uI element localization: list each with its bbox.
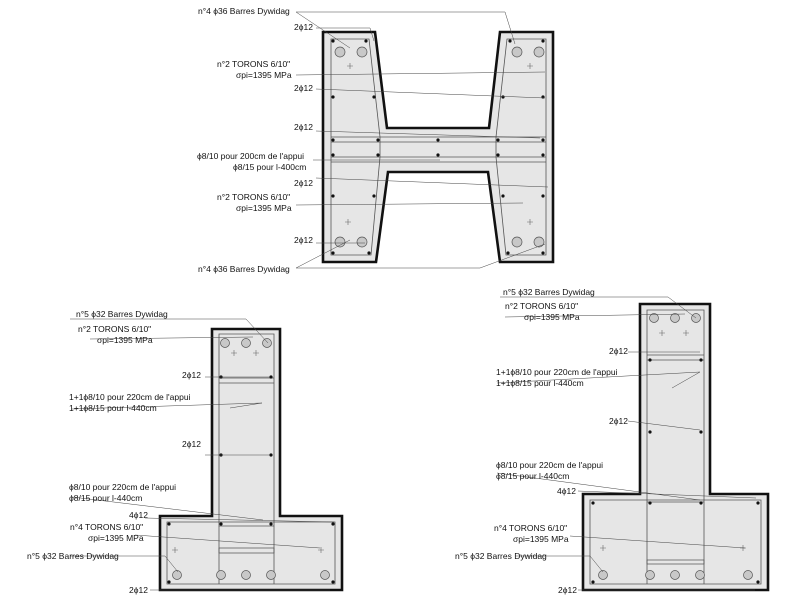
tl-stirrups-label-3: ϕ8/10 pour 220cm de l'appui bbox=[69, 482, 177, 492]
tr-dywidag-bar bbox=[696, 571, 705, 580]
h-rebar-label-3: 2ϕ12 bbox=[294, 122, 313, 132]
h-dywidag-bar bbox=[512, 237, 522, 247]
tr-rebar-dot bbox=[648, 501, 651, 504]
h-dywidag-bar bbox=[534, 47, 544, 57]
tl-rebar-dot bbox=[331, 522, 334, 525]
h-rebar-dot bbox=[436, 138, 439, 141]
h-stress-label-1: σpi=1395 MPa bbox=[236, 70, 292, 80]
h-rebar-label-5: 2ϕ12 bbox=[294, 235, 313, 245]
tr-strands-label-2: n°4 TORONS 6/10" bbox=[494, 523, 568, 533]
h-rebar-dot bbox=[372, 95, 375, 98]
tl-strands-label-1: n°2 TORONS 6/10" bbox=[78, 324, 152, 334]
tr-rebar-label-1: 2ϕ12 bbox=[609, 346, 628, 356]
h-rebar-label-4: 2ϕ12 bbox=[294, 178, 313, 188]
h-section bbox=[296, 12, 553, 268]
h-bottom-bars-label: n°4 ϕ36 Barres Dywidag bbox=[198, 264, 290, 274]
h-rebar-dot bbox=[508, 39, 511, 42]
h-rebar-dot bbox=[541, 153, 544, 156]
tl-stirrups-label-1: 1+1ϕ8/10 pour 220cm de l'appui bbox=[69, 392, 191, 402]
tr-rebar-label-2: 2ϕ12 bbox=[609, 416, 628, 426]
inverted-t-left-section bbox=[70, 319, 342, 590]
tl-dywidag-bar bbox=[321, 571, 330, 580]
h-rebar-dot bbox=[331, 95, 334, 98]
h-rebar-dot bbox=[496, 138, 499, 141]
tr-bottom-bars-label: n°5 ϕ32 Barres Dywidag bbox=[455, 551, 547, 561]
tr-rebar-dot bbox=[648, 430, 651, 433]
tl-rebar-label-2: 2ϕ12 bbox=[182, 439, 201, 449]
h-stirrups-label-2: ϕ8/15 pour l-400cm bbox=[233, 162, 307, 172]
tr-rebar-dot bbox=[591, 580, 594, 583]
tr-stirrups-label-2: 1+1ϕ8/15 pour l-440cm bbox=[496, 378, 584, 388]
tl-rebar-dot bbox=[269, 522, 272, 525]
h-rebar-label-2: 2ϕ12 bbox=[294, 83, 313, 93]
tl-rebar-dot bbox=[331, 580, 334, 583]
h-rebar-dot bbox=[541, 39, 544, 42]
inverted-t-left-outline bbox=[160, 329, 342, 590]
h-dywidag-bar bbox=[534, 237, 544, 247]
tr-stirrups-label-3: ϕ8/10 pour 220cm de l'appui bbox=[496, 460, 604, 470]
h-rebar-dot bbox=[496, 153, 499, 156]
tr-dywidag-bar bbox=[671, 571, 680, 580]
h-section-labels bbox=[197, 6, 313, 274]
h-rebar-dot bbox=[364, 39, 367, 42]
h-dywidag-bar bbox=[357, 47, 367, 57]
h-rebar-dot bbox=[367, 251, 370, 254]
tr-stirrups-label-1: 1+1ϕ8/10 pour 220cm de l'appui bbox=[496, 367, 618, 377]
tr-stress-label-2: σpi=1395 MPa bbox=[513, 534, 569, 544]
h-strands-label-1: n°2 TORONS 6/10" bbox=[217, 59, 291, 69]
tr-rebar-dot bbox=[699, 501, 702, 504]
h-rebar-dot bbox=[331, 39, 334, 42]
h-rebar-dot bbox=[541, 138, 544, 141]
h-dywidag-bar bbox=[357, 237, 367, 247]
h-rebar-dot bbox=[331, 251, 334, 254]
inverted-t-right-section bbox=[497, 297, 768, 590]
h-rebar-label-1: 2ϕ12 bbox=[294, 22, 313, 32]
tl-dywidag-bar bbox=[263, 339, 272, 348]
tl-stress-label-1: σpi=1395 MPa bbox=[97, 335, 153, 345]
h-dywidag-bar bbox=[335, 237, 345, 247]
tl-top-bars-label: n°5 ϕ32 Barres Dywidag bbox=[76, 309, 168, 319]
tl-dywidag-bar bbox=[221, 339, 230, 348]
h-rebar-dot bbox=[372, 194, 375, 197]
tl-rebar-label-3: 4ϕ12 bbox=[129, 510, 148, 520]
tr-rebar-dot bbox=[756, 501, 759, 504]
tl-dywidag-bar bbox=[217, 571, 226, 580]
tr-dywidag-bar bbox=[744, 571, 753, 580]
tr-dywidag-bar bbox=[650, 314, 659, 323]
h-rebar-dot bbox=[376, 138, 379, 141]
tl-rebar-dot bbox=[219, 522, 222, 525]
tl-dywidag-bar bbox=[242, 571, 251, 580]
h-rebar-dot bbox=[501, 95, 504, 98]
tr-top-bars-label: n°5 ϕ32 Barres Dywidag bbox=[503, 287, 595, 297]
tr-rebar-label-3: 4ϕ12 bbox=[557, 486, 576, 496]
h-stress-label-2: σpi=1395 MPa bbox=[236, 203, 292, 213]
tr-dywidag-bar bbox=[671, 314, 680, 323]
h-rebar-dot bbox=[436, 153, 439, 156]
h-strands-label-2: n°2 TORONS 6/10" bbox=[217, 192, 291, 202]
h-rebar-dot bbox=[376, 153, 379, 156]
tr-dywidag-bar bbox=[646, 571, 655, 580]
h-section-outline bbox=[323, 32, 553, 262]
h-stirrups-label-1: ϕ8/10 pour 200cm de l'appui bbox=[197, 151, 305, 161]
tl-stirrups-label-2: 1+1ϕ8/15 pour l-440cm bbox=[69, 403, 157, 413]
tl-strands-label-2: n°4 TORONS 6/10" bbox=[70, 522, 144, 532]
tr-rebar-dot bbox=[756, 580, 759, 583]
tr-rebar-dot bbox=[591, 501, 594, 504]
tl-dywidag-bar bbox=[242, 339, 251, 348]
h-rebar-dot bbox=[501, 194, 504, 197]
tl-rebar-dot bbox=[167, 522, 170, 525]
tl-dywidag-bar bbox=[267, 571, 276, 580]
tl-bottom-bars-label: n°5 ϕ32 Barres Dywidag bbox=[27, 551, 119, 561]
h-rebar-dot bbox=[541, 251, 544, 254]
h-rebar-dot bbox=[506, 251, 509, 254]
h-rebar-dot bbox=[541, 194, 544, 197]
tl-rebar-dot bbox=[167, 580, 170, 583]
tr-rebar-dot bbox=[648, 358, 651, 361]
tr-rebar-dot bbox=[699, 358, 702, 361]
tl-rebar-label-4: 2ϕ12 bbox=[129, 585, 148, 595]
tl-rebar-label-1: 2ϕ12 bbox=[182, 370, 201, 380]
tl-stirrups-label-4: ϕ8/15 pour l-440cm bbox=[69, 493, 143, 503]
tr-rebar-label-4: 2ϕ12 bbox=[558, 585, 577, 595]
tr-stirrups-label-4: ϕ8/15 pour l-440cm bbox=[496, 471, 570, 481]
h-dywidag-bar bbox=[512, 47, 522, 57]
h-rebar-dot bbox=[331, 138, 334, 141]
tr-rebar-dot bbox=[699, 430, 702, 433]
h-rebar-dot bbox=[331, 153, 334, 156]
tl-stress-label-2: σpi=1395 MPa bbox=[88, 533, 144, 543]
tl-dywidag-bar bbox=[173, 571, 182, 580]
h-rebar-dot bbox=[331, 194, 334, 197]
tr-strands-label-1: n°2 TORONS 6/10" bbox=[505, 301, 579, 311]
h-top-bars-label: n°4 ϕ36 Barres Dywidag bbox=[198, 6, 290, 16]
tr-stress-label-1: σpi=1395 MPa bbox=[524, 312, 580, 322]
h-dywidag-bar bbox=[335, 47, 345, 57]
